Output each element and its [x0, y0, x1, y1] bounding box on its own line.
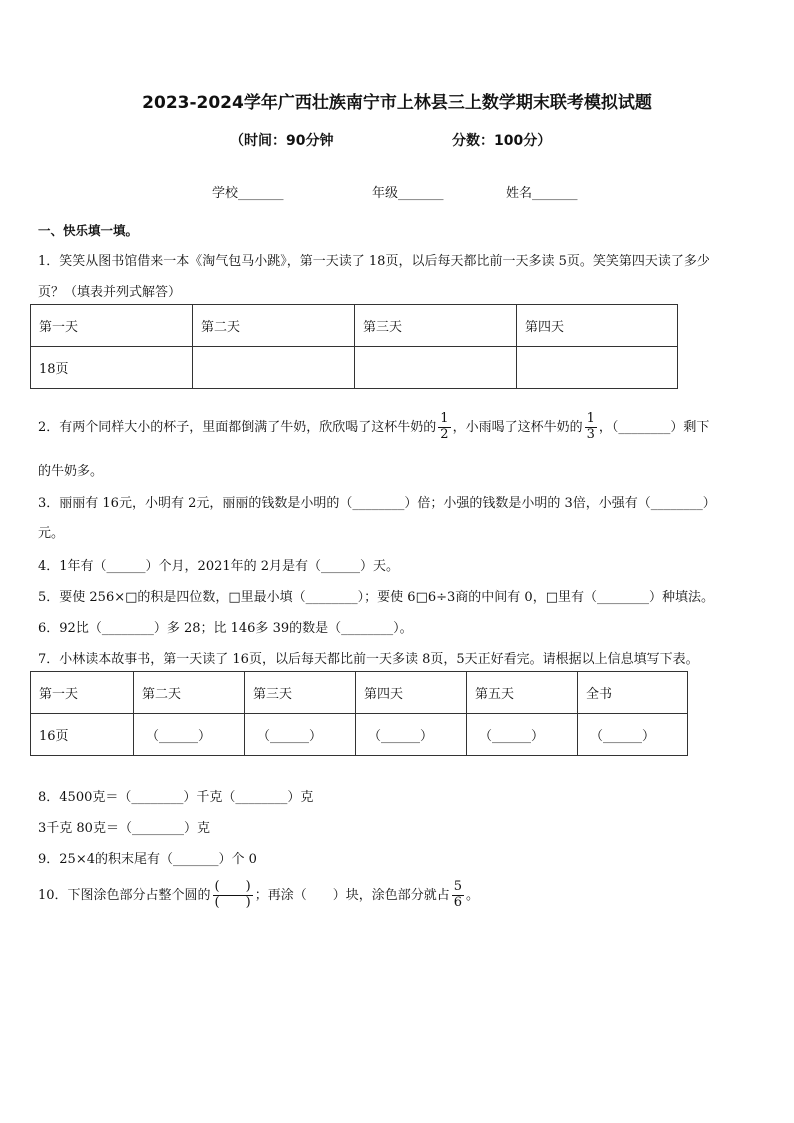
table-header-cell: 第一天: [31, 305, 193, 347]
exam-score: 分数：100分）: [452, 133, 552, 149]
question-10: [38, 880, 479, 911]
fraction-five-sixths: $\frac{5}{6}$: [453, 879, 462, 910]
school-field[interactable]: 学校_______: [212, 186, 284, 201]
question-7-table: [30, 671, 688, 756]
question-2-text: ，小雨喝了这杯牛奶的: [452, 419, 583, 435]
question-2-line2: 的牛奶多。: [38, 464, 104, 479]
question-8-line2: 3千克 80克＝（________）克: [38, 821, 210, 836]
question-8-line1: 8．4500克＝（________）千克（________）克: [38, 790, 314, 805]
table-header-cell: 第三天: [355, 305, 517, 347]
question-2-line1: [38, 412, 709, 443]
answer-cell[interactable]: （______）: [467, 714, 578, 756]
name-field[interactable]: 姓名_______: [506, 186, 578, 201]
table-cell: 18页: [31, 347, 193, 389]
table-header-cell: 全书: [578, 672, 688, 714]
question-1-line2: 页？（填表并列式解答）: [38, 285, 182, 300]
question-2-text: 2．有两个同样大小的杯子，里面都倒满了牛奶，欣欣喝了这杯牛奶的: [38, 419, 437, 435]
section-heading: 一、快乐填一填。: [38, 223, 139, 238]
answer-cell[interactable]: [355, 347, 517, 389]
question-4: 4．1年有（______）个月，2021年的 2月是有（______）天。: [38, 559, 400, 574]
table-header-cell: 第二天: [134, 672, 245, 714]
question-1-table: [30, 304, 678, 389]
answer-cell[interactable]: （______）: [134, 714, 245, 756]
question-5: 5．要使 256×□的积是四位数，□里最小填（________）；要使 6□6÷3商的中间有 0，□里有（________）种填法。: [38, 590, 714, 605]
question-10-text: ；再涂（ ）块，涂色部分就占: [254, 887, 450, 903]
answer-fraction-blank[interactable]: $\frac{( )}{( )}$: [214, 879, 251, 910]
question-10-text: 。: [466, 887, 480, 903]
table-header-cell: 第二天: [193, 305, 355, 347]
page-title: 2023-2024学年广西壮族南宁市上林县三上数学期末联考模拟试题: [142, 93, 652, 113]
question-2-blank[interactable]: ，（________）剩下: [598, 419, 710, 435]
fraction-one-third: $\frac{1}{3}$: [586, 411, 595, 442]
answer-cell[interactable]: （______）: [578, 714, 688, 756]
question-3-line2: 元。: [38, 526, 65, 541]
question-6: 6．92比（________）多 28；比 146多 39的数是（________）。: [38, 621, 413, 636]
table-header-cell: 第三天: [245, 672, 356, 714]
question-10-text: 10．下图涂色部分占整个圆的: [38, 887, 211, 903]
answer-cell[interactable]: （______）: [356, 714, 467, 756]
table-cell: 16页: [31, 714, 134, 756]
question-3-line1: 3．丽丽有 16元，小明有 2元，丽丽的钱数是小明的（________）倍；小强的钱数是小明的 3倍，小强有（________）: [38, 496, 716, 511]
table-header-cell: 第四天: [517, 305, 678, 347]
fraction-one-half: $\frac{1}{2}$: [440, 411, 449, 442]
table-header-cell: 第四天: [356, 672, 467, 714]
answer-cell[interactable]: （______）: [245, 714, 356, 756]
answer-cell[interactable]: [517, 347, 678, 389]
table-header-cell: 第一天: [31, 672, 134, 714]
table-header-cell: 第五天: [467, 672, 578, 714]
answer-cell[interactable]: [193, 347, 355, 389]
exam-time: （时间：90分钟: [230, 133, 334, 149]
question-1-line1: 1．笑笑从图书馆借来一本《淘气包马小跳》，第一天读了 18页，以后每天都比前一天多读 5页。笑笑第四天读了多少: [38, 254, 710, 269]
question-9: 9．25×4的积末尾有（_______）个 0: [38, 852, 257, 867]
grade-field[interactable]: 年级_______: [372, 186, 444, 201]
question-7: 7．小林读本故事书，第一天读了 16页，以后每天都比前一天多读 8页，5天正好看完。请根据以上信息填写下表。: [38, 652, 699, 667]
